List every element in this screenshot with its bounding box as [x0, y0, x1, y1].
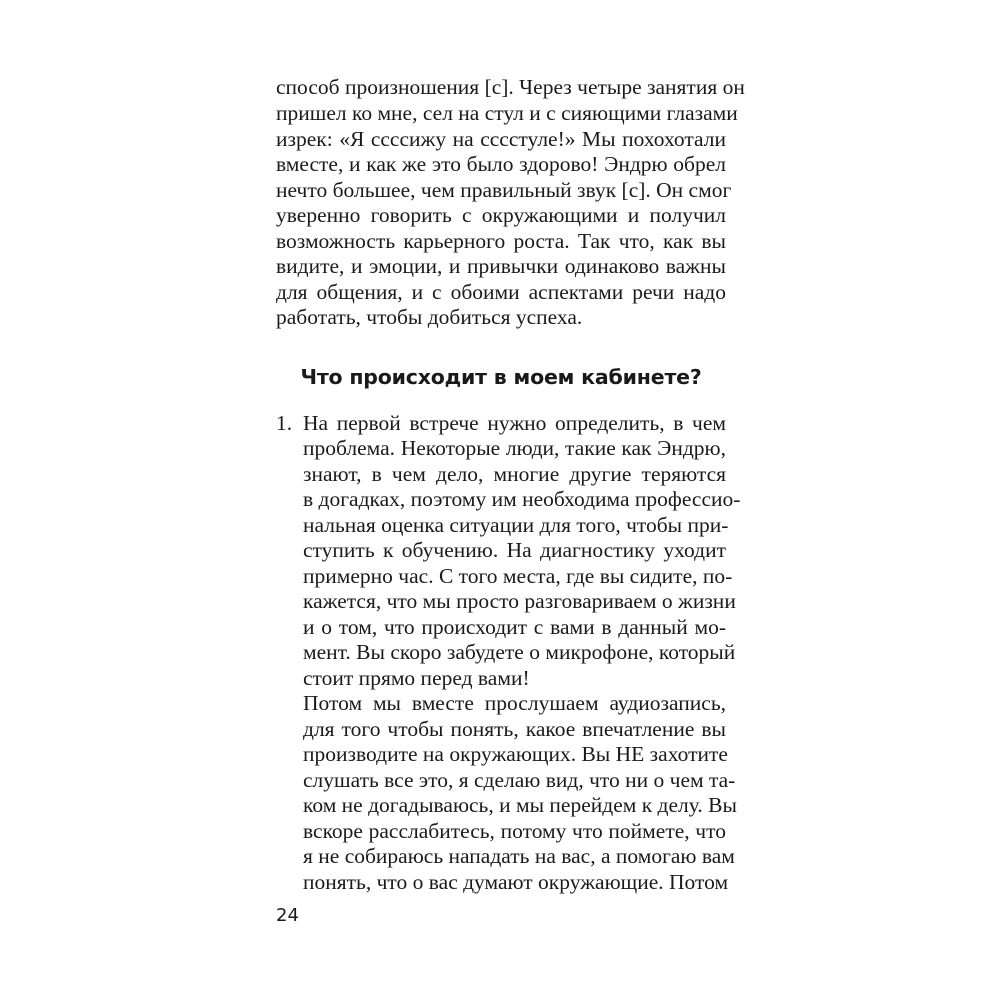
list-number: 1.: [276, 411, 293, 435]
text-line: ком не догадываюсь, и мы перейдем к делу. Вы: [303, 793, 737, 817]
text-line: На первой встрече нужно определить, в чем: [303, 411, 726, 435]
text-line: работать, чтобы добиться успеха.: [276, 305, 583, 329]
text-line: для общения, и с обоими аспектами речи надо: [276, 280, 726, 304]
text-line: знают, в чем дело, многие другие теряются: [303, 462, 726, 486]
text-line: Потом мы вместе прослушаем аудиозапись,: [303, 691, 726, 715]
text-line: я не собираюсь нападать на вас, а помогаю вам: [303, 844, 735, 868]
text-line: возможность карьерного роста. Так что, как вы: [276, 229, 726, 253]
text-line: слушать все это, я сделаю вид, что ни о чем та-: [303, 768, 736, 792]
text-line: производите на окружающих. Вы НЕ захотите: [303, 742, 728, 766]
text-line: способ произношения [с]. Через четыре занятия он: [276, 75, 745, 99]
text-line: вскоре расслабитесь, потому что поймете, что: [303, 819, 726, 843]
text-line: в догадках, поэтому им необходима профессио-: [303, 487, 741, 511]
page-number: 24: [276, 905, 299, 926]
text-line: вместе, и как же это было здорово! Эндрю обрел: [276, 152, 726, 176]
text-line: стоит прямо перед вами!: [303, 666, 530, 690]
text-line: мент. Вы скоро забудете о микрофоне, который: [303, 640, 736, 664]
text-line: пришел ко мне, сел на стул и с сияющими глазами: [276, 101, 738, 125]
text-line: уверенно говорить с окружающими и получил: [276, 203, 726, 227]
text-line: ступить к обучению. На диагностику уходит: [303, 538, 726, 562]
text-line: проблема. Некоторые люди, такие как Эндрю,: [303, 436, 726, 460]
text-line: изрек: «Я ссссижу на сссстуле!» Мы похохотали: [276, 127, 726, 151]
text-line: видите, и эмоции, и привычки одинаково важны: [276, 254, 726, 278]
text-line: понять, что о вас думают окружающие. Потом: [303, 870, 729, 894]
text-line: нальная оценка ситуации для того, чтобы при-: [303, 513, 729, 537]
section-heading: Что происходит в моем кабинете?: [300, 365, 702, 389]
text-line: кажется, что мы просто разговариваем о жизни: [303, 589, 736, 613]
text-line: нечто большее, чем правильный звук [с]. Он смог: [276, 178, 732, 202]
text-line: для того чтобы понять, какое впечатление вы: [303, 717, 726, 741]
text-line: примерно час. С того места, где вы сидите, по-: [303, 564, 733, 588]
text-line: и о том, что происходит с вами в данный мо-: [303, 615, 726, 639]
